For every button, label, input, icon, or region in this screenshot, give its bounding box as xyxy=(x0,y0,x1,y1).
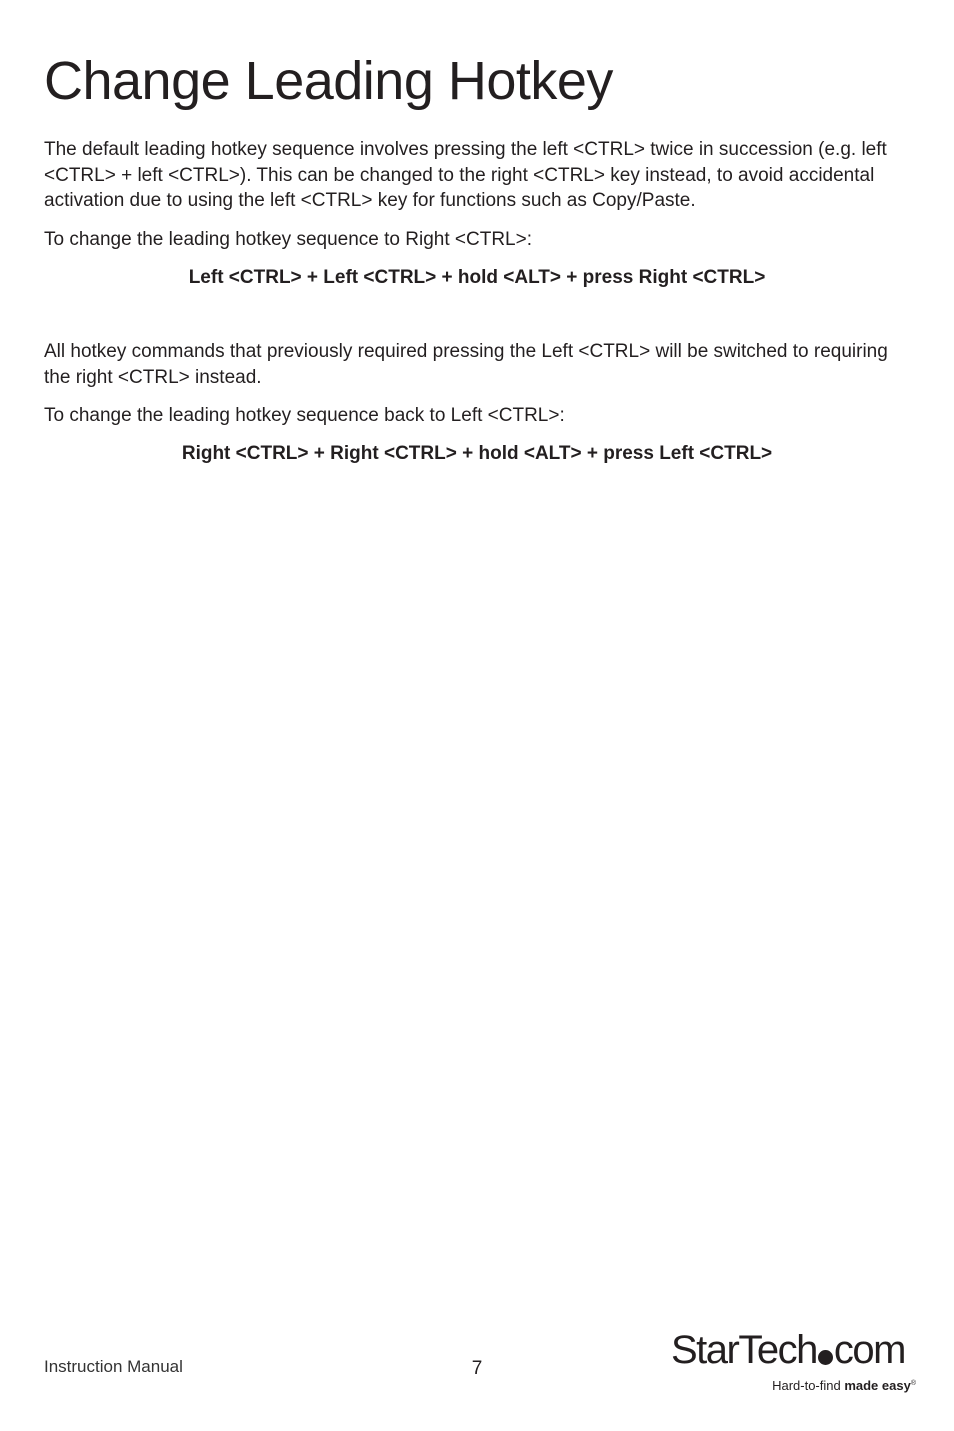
startech-logo xyxy=(668,1326,922,1402)
logo-tagline-bold: made easy xyxy=(844,1378,911,1393)
logo-tagline xyxy=(772,1378,916,1393)
instruction-right-ctrl: To change the leading hotkey sequence to Right <CTRL>: xyxy=(44,229,532,250)
page-number: 7 xyxy=(471,1358,483,1379)
intro-paragraph: The default leading hotkey sequence involves pressing the left <CTRL> twice in succession (e.g. left <CTRL> + left <CTRL>). This can be changed to the right <CTRL> key instead, to avoid accidental activation due to using the left <CTRL> key for functions such as Copy/Paste. xyxy=(44,139,887,211)
registered-mark: ® xyxy=(910,1380,916,1387)
switch-note-paragraph: All hotkey commands that previously required pressing the Left <CTRL> will be switched to requiring the right <CTRL> instead. xyxy=(44,341,888,388)
page-title: Change Leading Hotkey xyxy=(44,51,613,111)
command-switch-to-right: Left <CTRL> + Left <CTRL> + hold <ALT> + press Right <CTRL> xyxy=(188,267,766,288)
logo-wordmark xyxy=(671,1326,905,1374)
instruction-left-ctrl: To change the leading hotkey sequence back to Left <CTRL>: xyxy=(44,405,565,426)
footer-label: Instruction Manual xyxy=(44,1357,183,1376)
logo-brand: StarTech xyxy=(671,1328,817,1372)
logo-tagline-light: Hard-to-find xyxy=(772,1378,845,1393)
logo-tld: com xyxy=(833,1328,905,1372)
logo-dot-icon xyxy=(818,1350,833,1365)
command-switch-to-left: Right <CTRL> + Right <CTRL> + hold <ALT> + press Left <CTRL> xyxy=(181,443,773,464)
